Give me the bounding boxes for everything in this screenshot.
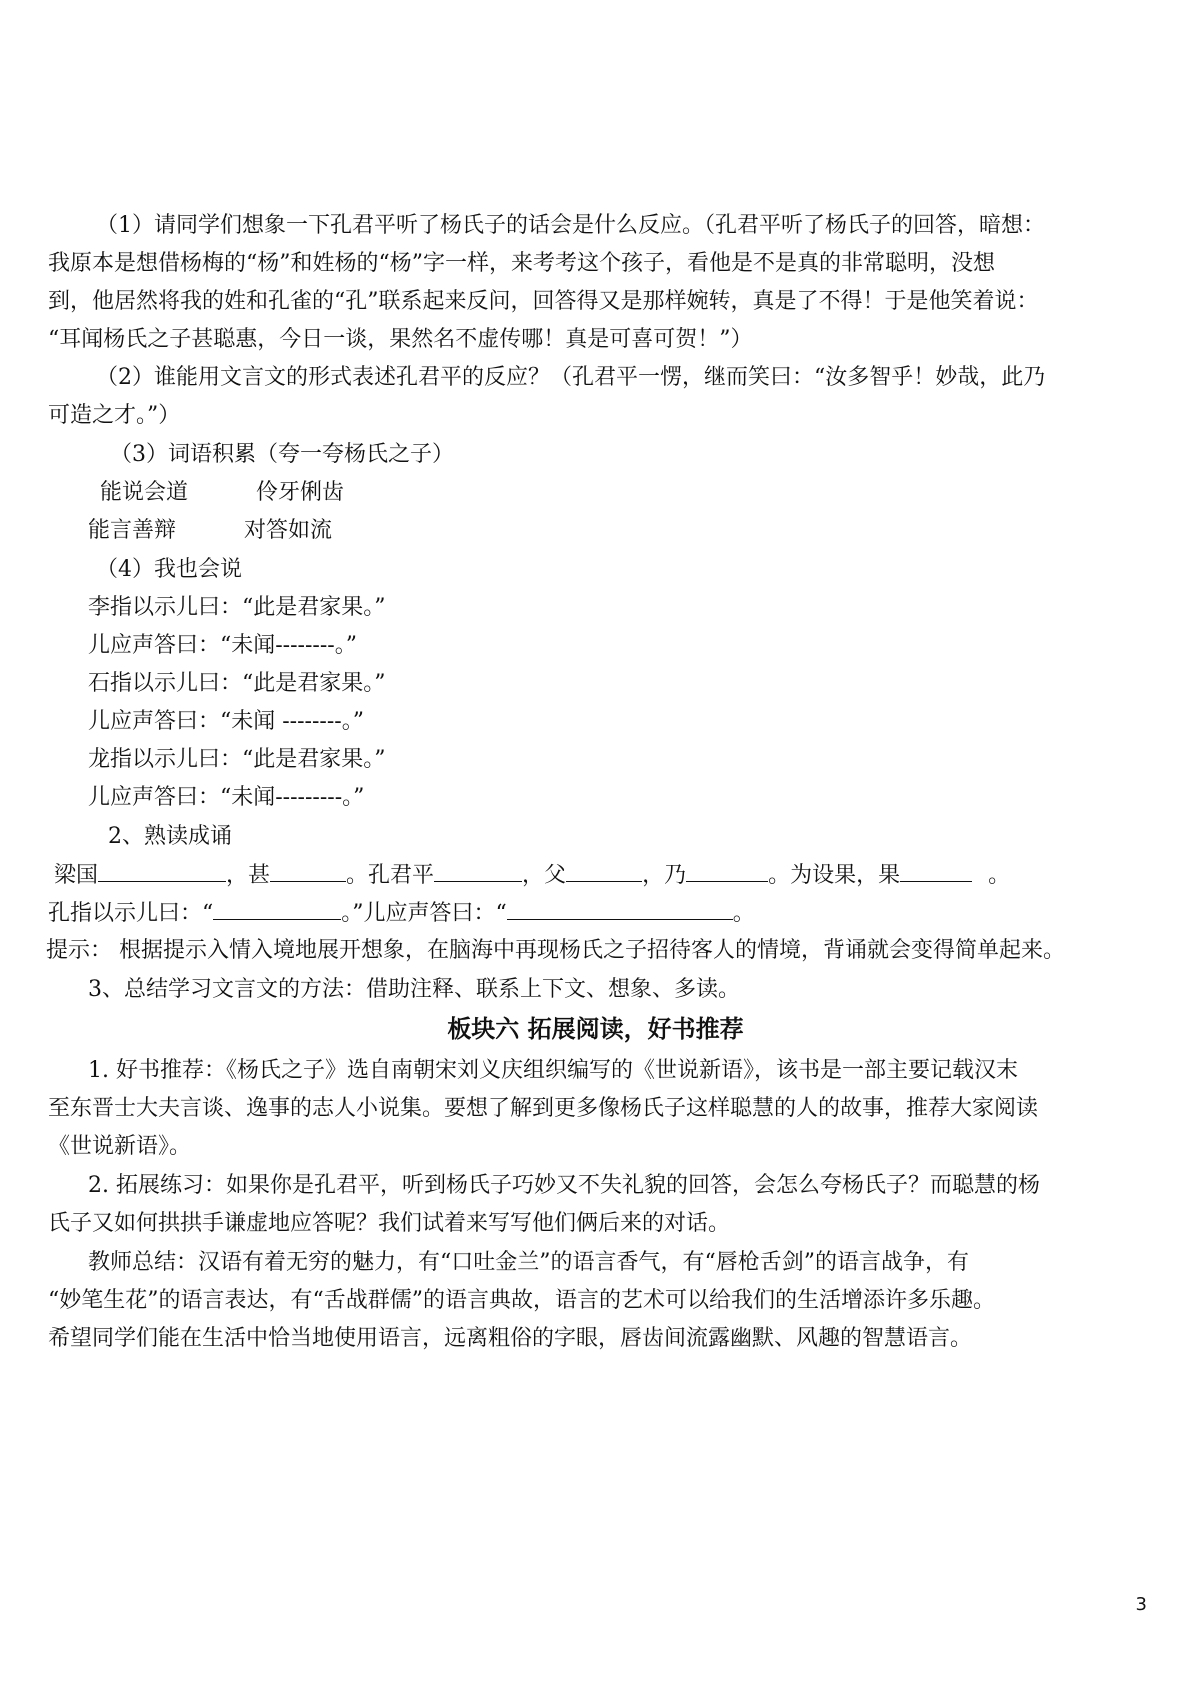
q4-title: （4）我也会说: [96, 557, 242, 582]
book-rec-line-2: 至东晋士大夫言谈、逸事的志人小说集。要想了解到更多像杨氏子这样聪慧的人的故事，推荐大家阅读: [48, 1096, 1039, 1121]
recite-text-8: 孔指以示儿曰：“: [48, 901, 214, 926]
fill-blank[interactable]: [686, 861, 768, 882]
practice-line-1: 2. 拓展练习：如果你是孔君平，听到杨氏子巧妙又不失礼貌的回答，会怎么夸杨氏子？而聪慧的杨: [88, 1173, 1040, 1198]
q4-line-1: 李指以示儿曰：“此是君家果。”: [88, 595, 386, 620]
recite-text-7: 。: [988, 863, 1011, 888]
book-rec-line-3: 《世说新语》。: [48, 1134, 192, 1159]
q4-line-6: 儿应声答曰：“未闻---------。”: [88, 785, 365, 810]
summary-line-2: “妙笔生花”的语言表达，有“舌战群儒”的语言典故，语言的艺术可以给我们的生活增添许多乐趣。: [48, 1288, 995, 1313]
section-heading: 板块六 拓展阅读，好书推荐: [447, 1015, 744, 1043]
recite-text-10: 。: [732, 901, 755, 926]
recite-text-9: 。”儿应声答曰：“: [341, 901, 507, 926]
q2-line-2: 可造之才。”）: [48, 403, 181, 428]
q4-line-5: 龙指以示儿曰：“此是君家果。”: [88, 747, 386, 772]
item3-text: 3、总结学习文言文的方法：借助注释、联系上下文、想象、多读。: [88, 977, 740, 1002]
q1-line-2: 我原本是想借杨梅的“杨”和姓杨的“杨”字一样，来考考这个孩子，看他是不是真的非常聪明，没想: [48, 251, 995, 276]
word-4: 对答如流: [244, 518, 333, 543]
word-1: 能说会道: [100, 480, 189, 505]
fill-blank[interactable]: [900, 861, 972, 882]
hint-text: 提示： 根据提示入情入境地展开想象，在脑海中再现杨氏之子招待客人的情境，背诵就会变得简单起来。: [46, 938, 1065, 963]
fill-blank[interactable]: [566, 861, 642, 882]
fill-blank[interactable]: [270, 861, 346, 882]
q2-line-1: （2）谁能用文言文的形式表述孔君平的反应？（孔君平一愣，继而笑曰：“汝多智乎！妙哉，此乃: [96, 365, 1046, 390]
recite-text-6: 。为设果，果: [768, 863, 901, 888]
recite-line-1: [54, 861, 1010, 890]
word-2: 伶牙俐齿: [256, 480, 345, 505]
page-number: 3: [1135, 1594, 1147, 1615]
summary-line-3: 希望同学们能在生活中恰当地使用语言，远离粗俗的字眼，唇齿间流露幽默、风趣的智慧语言。: [48, 1326, 973, 1351]
book-rec-line-1: 1. 好书推荐：《杨氏之子》选自南朝宋刘义庆组织编写的《世说新语》，该书是一部主要记载汉末: [88, 1058, 1018, 1083]
q4-line-4: 儿应声答曰：“未闻 --------。”: [88, 709, 364, 734]
recite-line-2: [48, 899, 755, 928]
recite-text-5: ，乃: [642, 863, 687, 888]
recite-text-1: 梁国: [54, 863, 99, 888]
q4-line-3: 石指以示儿曰：“此是君家果。”: [88, 671, 386, 696]
item2-title: 2、熟读成诵: [108, 824, 232, 849]
recite-text-2: ，甚: [226, 863, 271, 888]
fill-blank[interactable]: [434, 861, 522, 882]
q1-line-1: （1）请同学们想象一下孔君平听了杨氏子的话会是什么反应。（孔君平听了杨氏子的回答，暗想：: [96, 213, 1046, 238]
word-3: 能言善辩: [88, 518, 177, 543]
fill-blank[interactable]: [98, 861, 226, 882]
recite-text-3: 。孔君平: [346, 863, 435, 888]
q3-title: （3）词语积累（夸一夸杨氏之子）: [110, 442, 454, 467]
q1-line-3: 到，他居然将我的姓和孔雀的“孔”联系起来反问，回答得又是那样婉转，真是了不得！于是他笑着说：: [48, 289, 1039, 314]
fill-blank[interactable]: [507, 899, 733, 920]
summary-line-1: 教师总结：汉语有着无穷的魅力，有“口吐金兰”的语言香气，有“唇枪舌剑”的语言战争，有: [88, 1250, 969, 1275]
q4-line-2: 儿应声答曰：“未闻--------。”: [88, 633, 357, 658]
fill-blank[interactable]: [213, 899, 341, 920]
q1-line-4: “耳闻杨氏之子甚聪惠，今日一谈，果然名不虚传哪！真是可喜可贺！”）: [48, 327, 753, 352]
practice-line-2: 氏子又如何拱拱手谦虚地应答呢？我们试着来写写他们俩后来的对话。: [48, 1211, 731, 1236]
recite-text-4: ，父: [522, 863, 567, 888]
